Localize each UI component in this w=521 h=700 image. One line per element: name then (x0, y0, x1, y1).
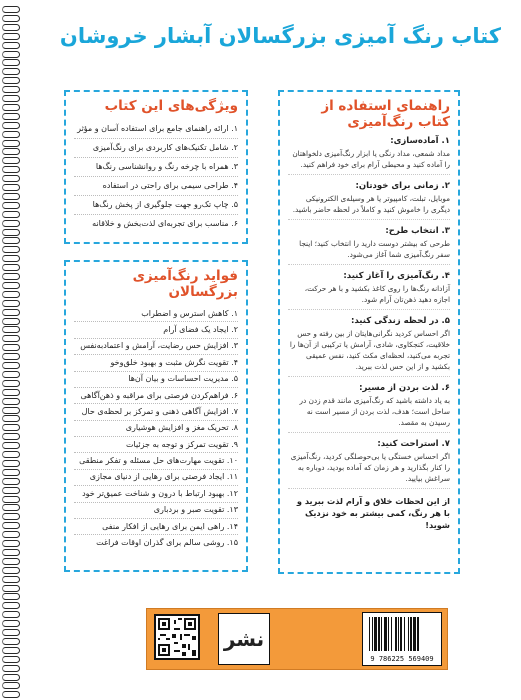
spiral-ring (2, 326, 20, 333)
guide-step (288, 181, 450, 220)
benefits-box (64, 260, 248, 572)
spiral-ring (2, 211, 20, 218)
barcode-bar (378, 617, 380, 651)
closing-text: از این لحظات خلاق و آرام لذت ببرید و با هر رنگ، کمی بیشتر به خود نزدیک شوید! (296, 496, 450, 530)
list-item: ۶. مناسب برای تجربه‌ای لذت‌بخش و خلاقانه (92, 219, 238, 228)
spiral-ring (2, 273, 20, 280)
list-item: ۱۵. روشی سالم برای گذران اوقات فراغت (96, 537, 238, 547)
barcode-bar (410, 617, 412, 651)
barcode-bar (388, 617, 389, 651)
barcode-bar (408, 617, 409, 651)
spiral-ring (2, 691, 20, 698)
spiral-ring (2, 104, 20, 111)
spiral-ring (2, 255, 20, 262)
list-item: ۴. طراحی سیمی برای راحتی در استفاده (74, 177, 238, 196)
spiral-ring (2, 193, 20, 200)
spiral-ring (2, 602, 20, 609)
barcode-bar (391, 617, 392, 651)
isbn-number: 9 786225 569409 (370, 655, 434, 663)
list-item: ۳. همراه با چرخه رنگ و روانشناسی رنگ‌ها (74, 158, 238, 177)
list-item: ۸. تحریک مغز و افزایش هوشیاری (74, 421, 238, 437)
guide-step (288, 383, 450, 433)
spiral-ring (2, 282, 20, 289)
spiral-ring (2, 291, 20, 298)
list-item: ۵. چاپ تک‌رو جهت جلوگیری از پخش رنگ‌ها (74, 196, 238, 215)
logo-text: نشر (223, 627, 265, 651)
features-list (74, 120, 238, 233)
spiral-ring (2, 15, 20, 22)
spiral-ring (2, 131, 20, 138)
spiral-ring (2, 175, 20, 182)
spiral-ring (2, 611, 20, 618)
guide-heading: راهنمای استفاده از کتاب رنگ‌آمیزی (321, 98, 450, 130)
list-item: ۹. تقویت تمرکز و توجه به جزئیات (74, 437, 238, 453)
spiral-ring (2, 68, 20, 75)
spiral-ring (2, 442, 20, 449)
spiral-ring (2, 451, 20, 458)
guide-step (288, 226, 450, 265)
list-item: ۱. کاهش استرس و اضطراب (74, 306, 238, 322)
features-heading: ویژگی‌های این کتاب (104, 98, 238, 114)
spiral-ring (2, 77, 20, 84)
spiral-ring (2, 478, 20, 485)
spiral-ring (2, 362, 20, 369)
barcode-bar (372, 617, 373, 651)
step-title: ۶. لذت بردن از مسیر: (359, 383, 450, 393)
spiral-ring (2, 122, 20, 129)
spiral-ring (2, 59, 20, 66)
list-item: ۲. ایجاد یک فضای آرام (74, 322, 238, 338)
spiral-ring (2, 424, 20, 431)
spiral-ring (2, 113, 20, 120)
spiral-ring (2, 229, 20, 236)
spiral-ring (2, 148, 20, 155)
barcode-bar (395, 617, 397, 651)
barcode-icon (369, 617, 435, 651)
list-item: ۵. مدیریت احساسات و بیان آن‌ها (74, 372, 238, 388)
barcode-bar (381, 617, 382, 651)
list-item: ۱۲. بهبود ارتباط با درون و شناخت عمیق‌تر خود (74, 486, 238, 502)
list-item: ۳. افزایش حس رضایت، آرامش و اعتمادبه‌نفس (74, 339, 238, 355)
list-item: ۱۳. تقویت صبر و بردباری (74, 503, 238, 519)
spiral-ring (2, 380, 20, 387)
step-title: ۳. انتخاب طرح: (385, 226, 450, 236)
spiral-ring (2, 469, 20, 476)
spiral-ring (2, 415, 20, 422)
list-item: ۶. فراهم‌کردن فرصتی برای مراقبه و ذهن‌آگاهی (74, 388, 238, 404)
spiral-ring (2, 157, 20, 164)
spiral-ring (2, 647, 20, 654)
spiral-ring (2, 656, 20, 663)
guide-step (288, 439, 450, 489)
step-body: طرحی که بیشتر دوست دارید را انتخاب کنید؛ اینجا سفر رنگ‌آمیزی شما آغاز می‌شود. (288, 238, 450, 265)
barcode-bar (400, 617, 402, 651)
barcode-bar (369, 617, 370, 651)
spiral-ring (2, 353, 20, 360)
list-item: ۱. ارائه راهنمای جامع برای استفاده آسان و مؤثر (74, 120, 238, 139)
spiral-ring (2, 300, 20, 307)
spiral-ring (2, 674, 20, 681)
spiral-ring (2, 344, 20, 351)
spiral-ring (2, 33, 20, 40)
list-item: ۱۱. ایجاد فرصتی برای رهایی از دنیای مجازی (74, 470, 238, 486)
step-title: ۵. در لحظه زندگی کنید: (350, 316, 450, 326)
spiral-ring (2, 682, 20, 689)
spiral-ring (2, 309, 20, 316)
spiral-ring (2, 629, 20, 636)
spiral-ring (2, 86, 20, 93)
spiral-ring (2, 504, 20, 511)
spiral-ring (2, 487, 20, 494)
spiral-ring (2, 220, 20, 227)
barcode-bar (413, 617, 416, 651)
spiral-ring (2, 202, 20, 209)
spiral-ring (2, 184, 20, 191)
step-title: ۷. استراحت کنید: (377, 439, 450, 449)
barcode-bar (398, 617, 399, 651)
spiral-ring (2, 540, 20, 547)
spiral-ring (2, 51, 20, 58)
spiral-ring (2, 318, 20, 325)
benefits-heading: فواید رنگ‌آمیزی بزرگسالان (132, 268, 238, 300)
spiral-ring (2, 246, 20, 253)
guide-step (288, 316, 450, 377)
guide-step (288, 136, 450, 175)
barcode-bar (374, 617, 377, 651)
list-item: ۱۰. تقویت مهارت‌های حل مسئله و تفکر منطقی (74, 453, 238, 469)
step-title: ۱. آماده‌سازی: (390, 136, 450, 146)
spiral-ring (2, 335, 20, 342)
list-item: ۴. تقویت نگرش مثبت و بهبود خلق‌وخو (74, 355, 238, 371)
spiral-ring (2, 398, 20, 405)
spiral-ring (2, 237, 20, 244)
step-title: ۴. رنگ‌آمیزی را آغاز کنید: (343, 271, 450, 281)
step-body: به یاد داشته باشید که رنگ‌آمیزی مانند قدم زدن در ساحل است؛ هدف، لذت بردن از مسیر است نه رسیدن به مقصد. (288, 395, 450, 433)
spiral-ring (2, 433, 20, 440)
barcode-bar (404, 617, 405, 651)
spiral-ring (2, 166, 20, 173)
spiral-ring (2, 638, 20, 645)
list-item: ۷. افزایش آگاهی ذهنی و تمرکز بر لحظه‌ی حال (74, 404, 238, 420)
spiral-ring (2, 585, 20, 592)
page-title: کتاب رنگ آمیزی بزرگسالان آبشار خروشان (59, 24, 501, 48)
list-item: ۱۴. راهی ایمن برای رهایی از افکار منفی (74, 519, 238, 535)
spiral-binding (0, 0, 22, 700)
spiral-ring (2, 620, 20, 627)
spiral-ring (2, 371, 20, 378)
spiral-ring (2, 460, 20, 467)
step-body: اگر احساس کردید نگرانی‌هایتان از بین رفته و حس خلاقیت، کنجکاوی، شادی، آرامش یا ترکیبی از آن‌ها را تجربه می‌کنید، لحظه‌ای مکث کنید، نفس عمیقی بکشید و از این حس لذت ببرید. (288, 328, 450, 377)
qr-code-icon (154, 614, 200, 660)
publisher-logo (218, 613, 270, 665)
spiral-ring (2, 549, 20, 556)
barcode (362, 612, 442, 666)
spiral-ring (2, 531, 20, 538)
spiral-ring (2, 496, 20, 503)
list-item: ۲. شامل تکنیک‌های کاربردی برای رنگ‌آمیزی (74, 139, 238, 158)
spiral-ring (2, 389, 20, 396)
spiral-ring (2, 24, 20, 31)
spiral-ring (2, 593, 20, 600)
barcode-bar (417, 617, 419, 651)
step-body: مداد شمعی، مداد رنگی یا ابزار رنگ‌آمیزی دلخواهتان را آماده کنید و محیطی آرام برای خود فراهم کنید. (288, 148, 450, 175)
spiral-ring (2, 567, 20, 574)
spiral-ring (2, 140, 20, 147)
spiral-ring (2, 558, 20, 565)
step-body: اگر احساس خستگی یا بی‌حوصلگی کردید، رنگ‌آمیزی را کنار بگذارید و هر زمان که آماده بودید، دوباره به سراغش بیایید. (288, 451, 450, 489)
features-box (64, 90, 248, 244)
benefits-list (74, 306, 238, 551)
step-body: آزادانه رنگ‌ها را روی کاغذ بکشید و با هر حرکت، اجازه دهید ذهن‌تان آرام شود. (288, 283, 450, 310)
spiral-ring (2, 95, 20, 102)
spiral-ring (2, 264, 20, 271)
spiral-ring (2, 513, 20, 520)
spiral-ring (2, 407, 20, 414)
guide-box (278, 90, 460, 574)
guide-step (288, 271, 450, 310)
spiral-ring (2, 576, 20, 583)
spiral-ring (2, 665, 20, 672)
spiral-ring (2, 6, 20, 13)
barcode-bar (384, 617, 387, 651)
step-title: ۲. زمانی برای خودتان: (355, 181, 450, 191)
qr-code-graphic (156, 616, 198, 658)
spiral-ring (2, 42, 20, 49)
spiral-ring (2, 522, 20, 529)
step-body: موبایل، تبلت، کامپیوتر یا هر وسیله‌ی الکترونیکی دیگری را خاموش کنید و کاملاً در لحظه حاضر باشید. (288, 193, 450, 220)
